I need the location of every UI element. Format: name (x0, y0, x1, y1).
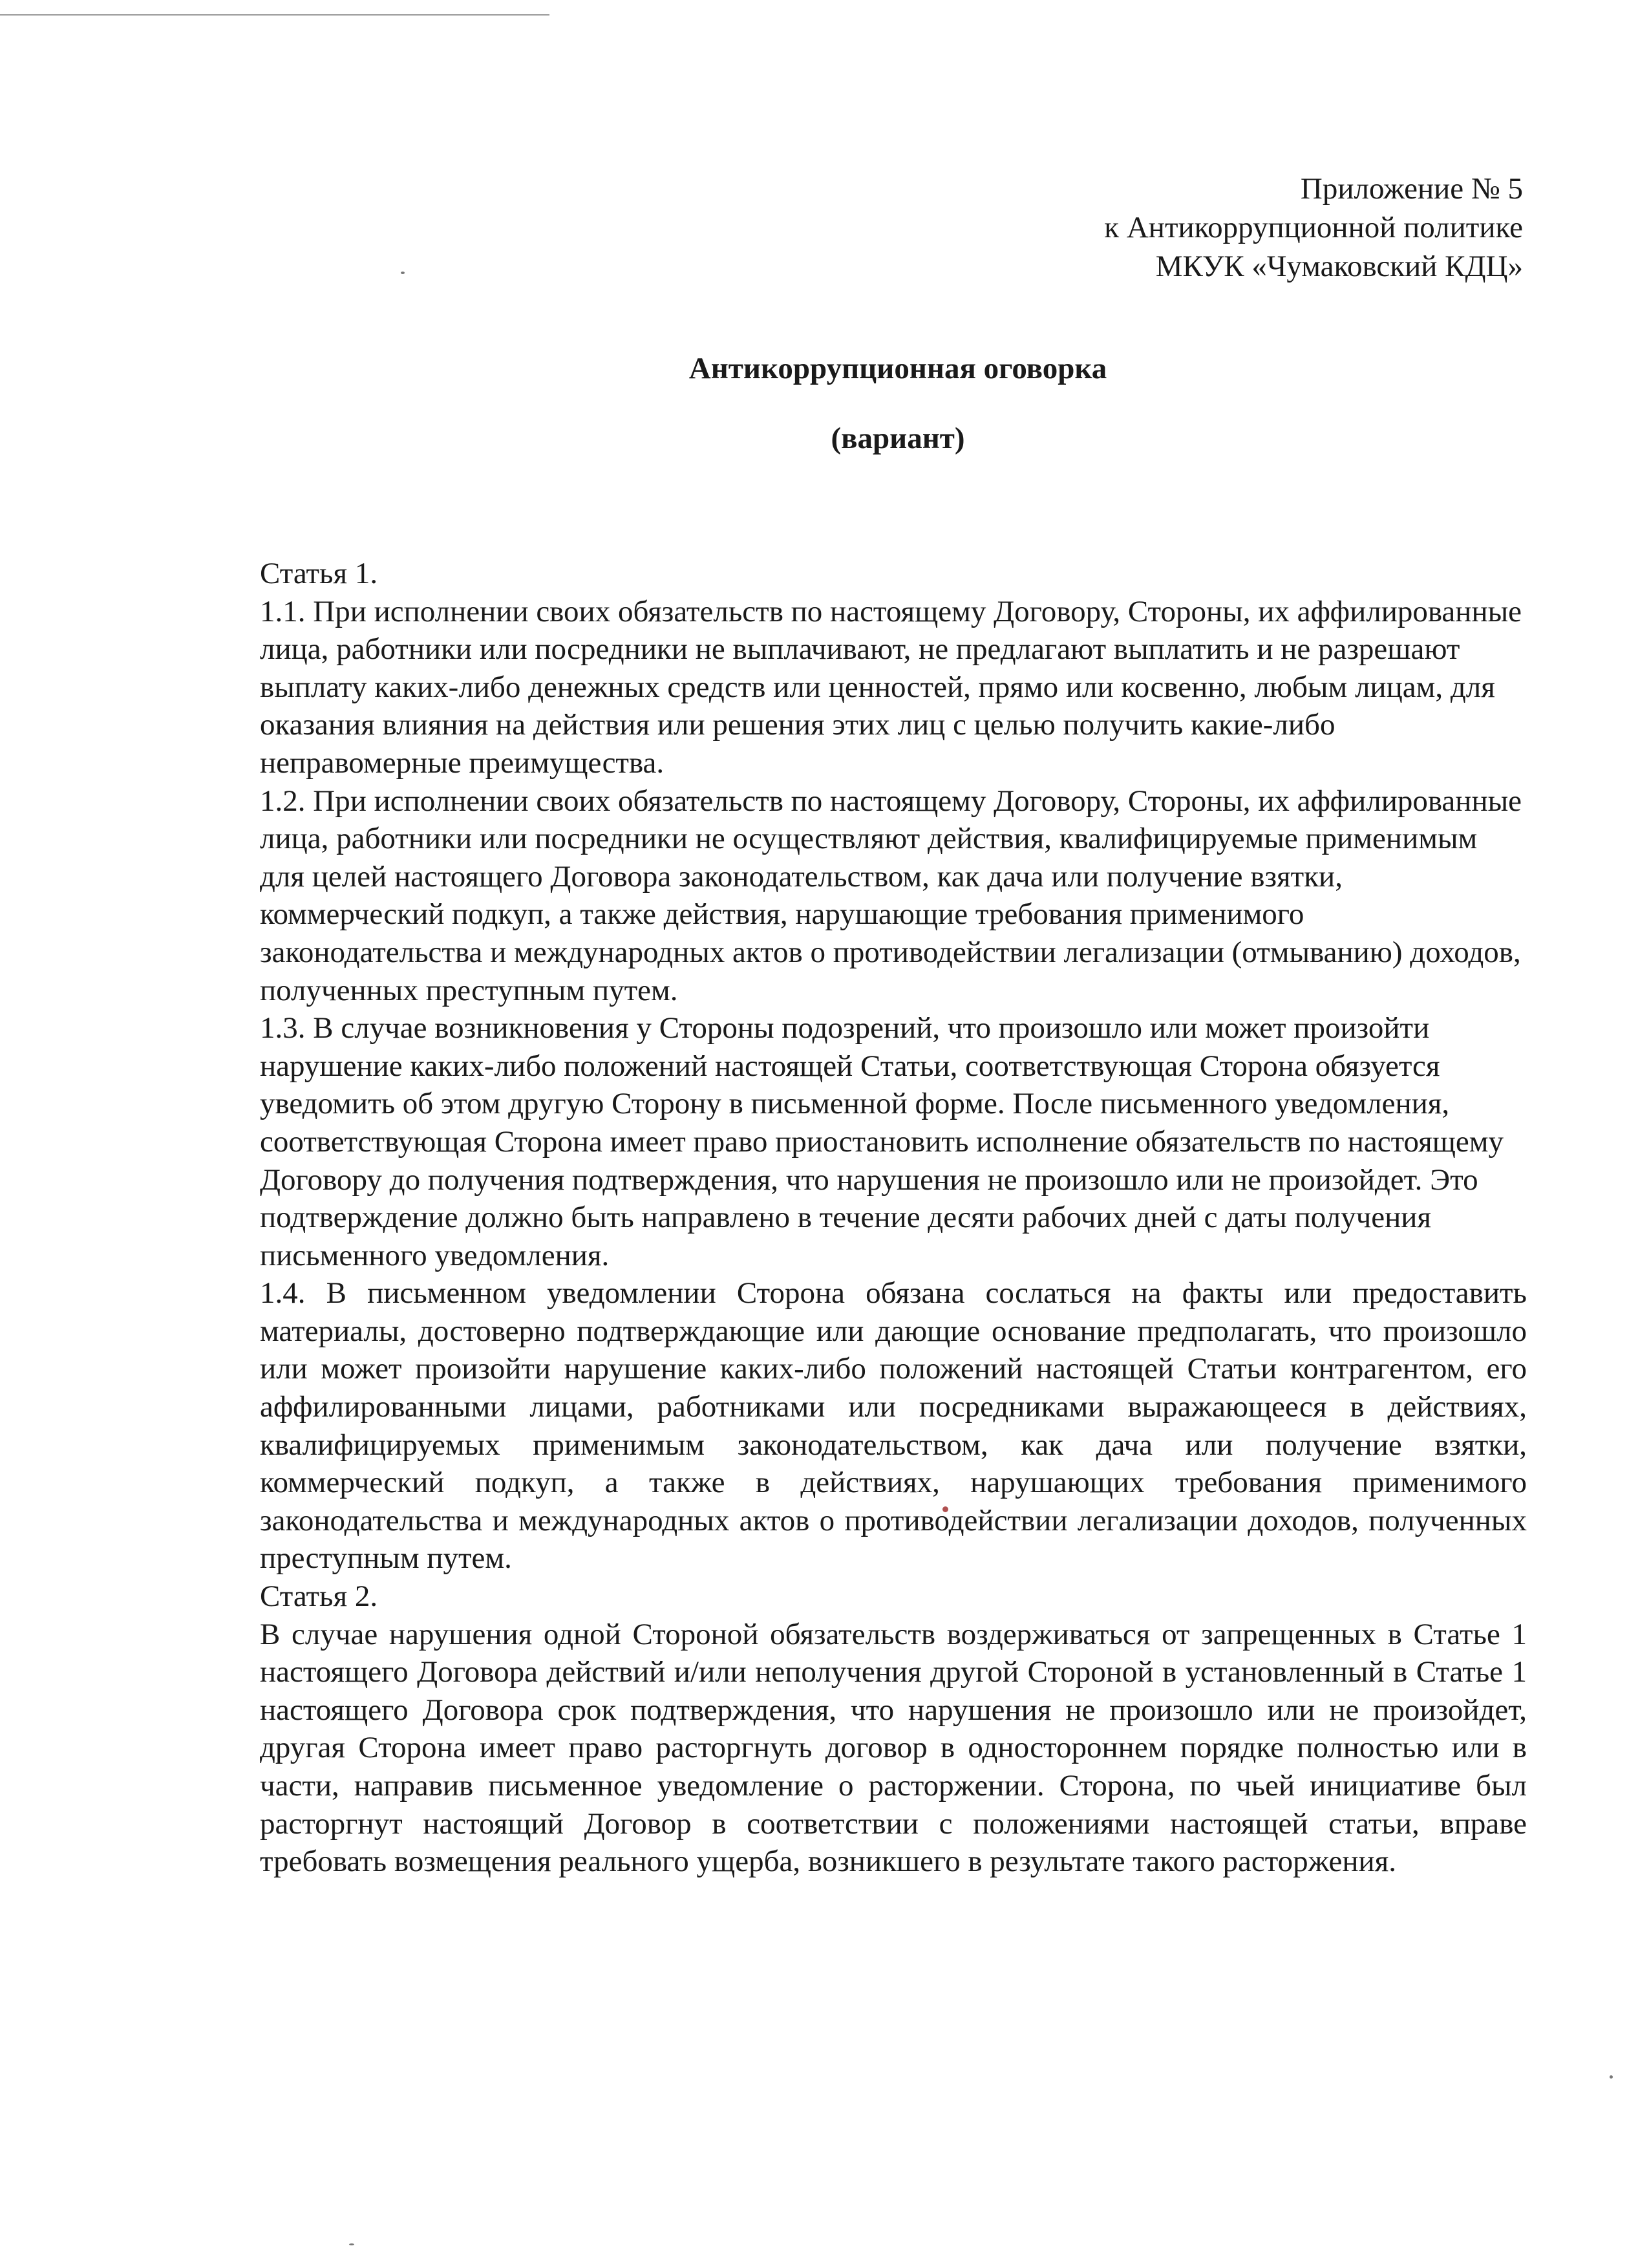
article-2-heading: Статья 2. (260, 1579, 378, 1614)
appendix-number: Приложение № 5 (1300, 172, 1523, 206)
clause-1-1: 1.1. При исполнении своих обязательств по настоящему Договору, Стороны, их аффилированные лица, работники или посредники не выплачивают, не предлагают выплатить и не разрешают выплату каких-либо денежных средств или ценностей, прямо или косвенно, любым лицам, для оказания влияния на действия или решения этих лиц с целью получить какие-либо неправомерные преимущества. (260, 594, 1522, 780)
document-body (260, 555, 1527, 1881)
clause-1-2: 1.2. При исполнении своих обязательств по настоящему Договору, Стороны, их аффилированные лица, работники или посредники не осуществляют действия, квалифицируемые применимым для целей настоящего Договора законодательством, как дача или получение взятки, коммерческий подкуп, а также действия, нарушающие требования применимого законодательства и международных актов о противодействии легализации (отмыванию) доходов, полученных преступным путем. (260, 784, 1522, 1007)
appendix-header (1104, 169, 1523, 286)
scan-speck (401, 272, 405, 274)
clause-1-4: 1.4. В письменном уведомлении Сторона обязана сослаться на факты или предоставить материалы, достоверно подтверждающие или дающие основание предполагать, что произошло или может произойти нарушение каких-либо положений настоящей Статьи контрагентом, его аффилированными лицами, работниками или посредниками выражающееся в действиях, квалифицируемых применимым законодательством, как дача или получение взятки, коммерческий подкуп, а также в действиях, нарушающих требования применимого законодательства и международных актов о противодействии легализации доходов, полученных преступным путем. (260, 1276, 1527, 1576)
scan-speck (349, 2243, 354, 2245)
clause-2: В случае нарушения одной Стороной обязательств воздерживаться от запрещенных в Статье 1 настоящего Договора действий и/или неполучения другой Стороной в установленный в Статье 1 настоящего Договора срок подтверждения, что нарушения не произошло или не произойдет, другая Сторона имеет право расторгнуть договор в одностороннем порядке полностью или в части, направив письменное уведомление о расторжении. Сторона, по чьей инициативе был расторгнут настоящий Договор в соответствии с положениями настоящей статьи, вправе требовать возмещения реального ущерба, возникшего в результате такого расторжения. (260, 1617, 1527, 1879)
article-1-heading: Статья 1. (260, 557, 378, 590)
scan-edge-line (0, 14, 549, 16)
document-subtitle: (вариант) (831, 422, 965, 455)
appendix-organization: МКУК «Чумаковский КДЦ» (1155, 250, 1523, 283)
scan-speck (1610, 2075, 1613, 2079)
appendix-policy: к Антикоррупционной политике (1104, 211, 1523, 244)
document-title: Антикоррупционная оговорка (688, 352, 1107, 385)
clause-1-3: 1.3. В случае возникновения у Стороны подозрений, что произошло или может произойти нарушение каких-либо положений настоящей Статьи, соответствующая Сторона обязуется уведомить об этом другую Сторону в письменной форме. После письменного уведомления, соответствующая Сторона имеет право приостановить исполнение обязательств по настоящему Договору до получения подтверждения, что нарушения не произошло или не произойдет. Это подтверждение должно быть направлено в течение десяти рабочих дней с даты получения письменного уведомления. (260, 1011, 1504, 1272)
